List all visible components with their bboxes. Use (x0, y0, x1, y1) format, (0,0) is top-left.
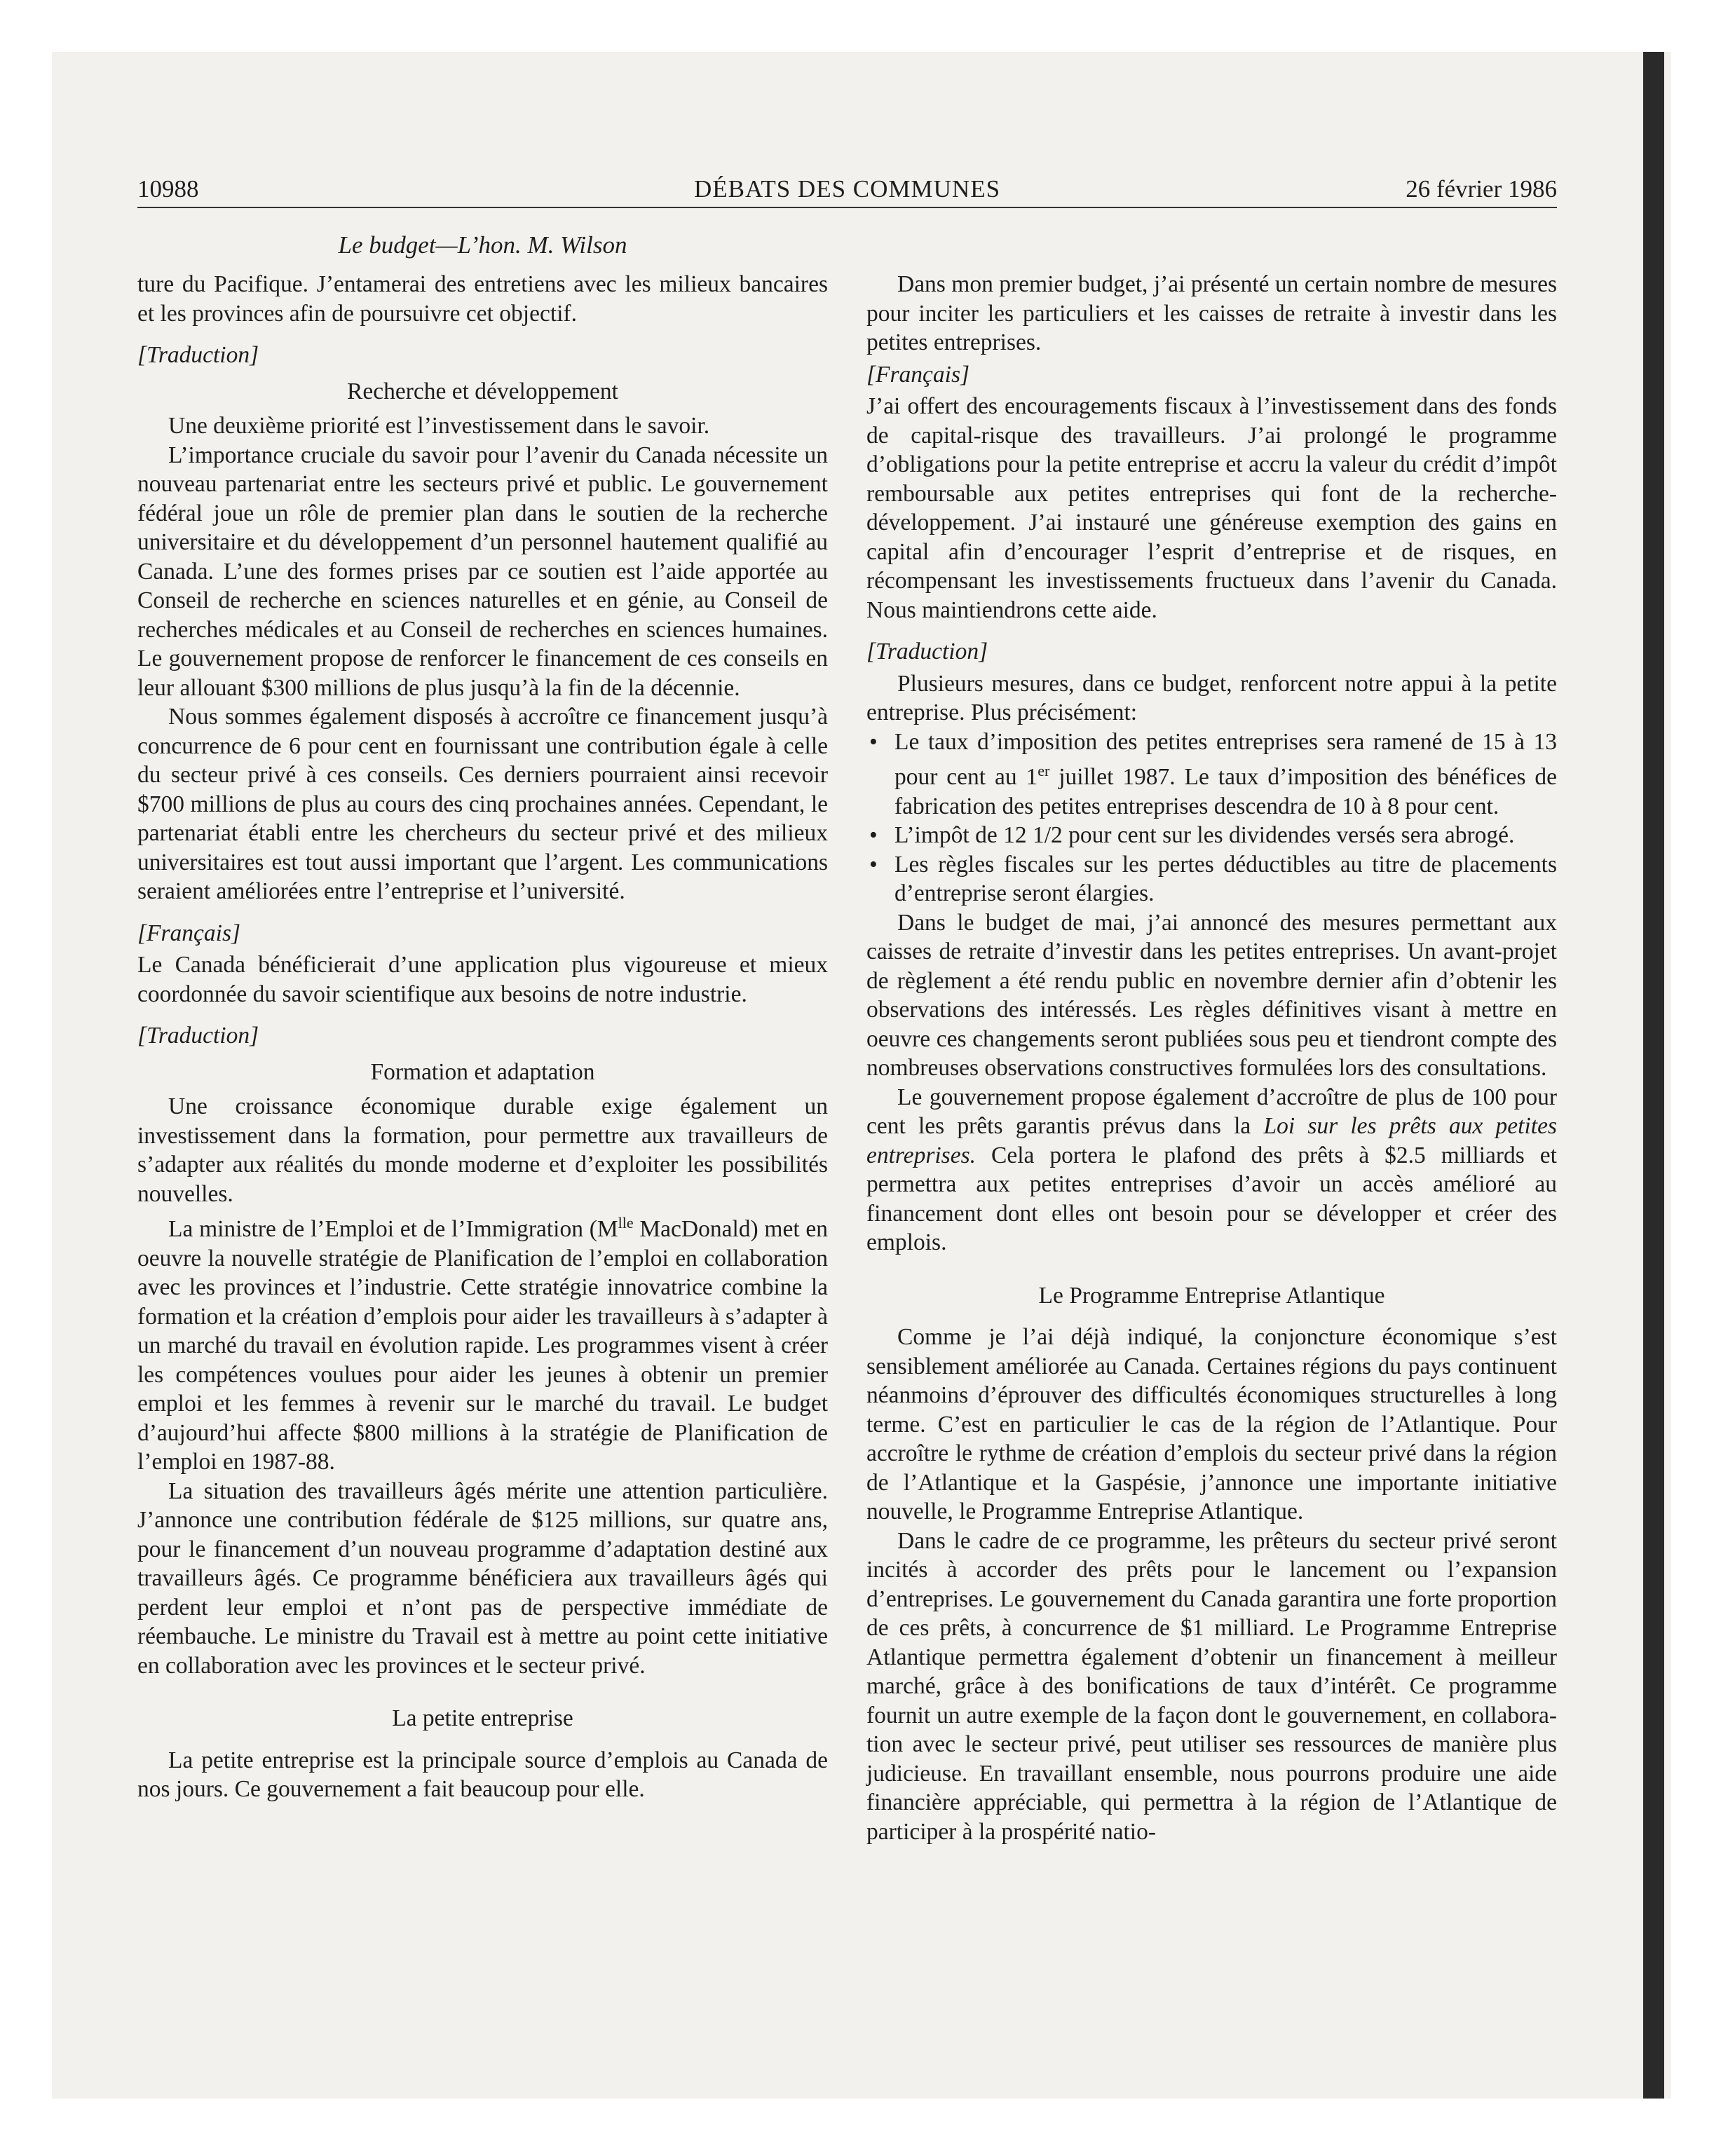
right-column (866, 270, 1557, 1846)
language-tag: [Traduction] (137, 342, 259, 368)
paragraph: Une deuxième priorité est l’investissement dans le savoir. (168, 413, 710, 439)
list-item: • L’impôt de 12 1/2 pour cent sur les dividendes versés sera abrogé. (866, 821, 1557, 850)
left-column (137, 270, 828, 1804)
paragraph: Plusieurs mesures, dans ce budget, renforcent notre appui à la petite entreprise. Plus précisément: (866, 670, 1557, 725)
page-number: 10988 (137, 175, 199, 203)
language-tag: [Français] (866, 361, 970, 388)
paragraph: J’ai offert des encouragements fiscaux à l’investissement dans des fonds de capital-risque des travailleurs. J’ai prolongé le programme d’obligations pour la petite entreprise et accru la valeur du crédit d’impôt remboursable aux petites entreprises qui font de la recherche-développement. J’ai instauré une généreuse exemption des gains en capital afin d’encourager l’esprit d’entreprise et de risques, en récompensant les investissements fructueux dans l’avenir du Canada. Nous maintiendrons cette aide. (866, 393, 1557, 623)
list-item: • Le taux d’imposition des petites entreprises sera ramené de 15 à 13 pour cent au 1er juillet 1987. Le taux d’imposition des bénéfices de fabrication des petites entreprises descendra de 10 à 8 pour cent. (866, 728, 1557, 821)
paragraph: Le Canada bénéficierait d’une application plus vigoureuse et mieux coordonnée du savoir scientifique aux besoins de notre industrie. (137, 952, 828, 1007)
page-header (137, 175, 1557, 214)
paragraph: Comme je l’ai déjà indiqué, la conjoncture économique s’est sensiblement améliorée au Canada. Certaines régions du pays continuent néanmoins d’éprouver des difficultés économiques structurelles à long terme. C’est en particulier le cas de la région de l’Atlantique. Pour accroître le rythme de création d’emplois du secteur privé dans la région de l’Atlantique et la Gaspésie, j’annonce une importante initiative nouvelle, le Programme Entreprise Atlantique. (866, 1324, 1557, 1525)
language-tag: [Traduction] (866, 639, 988, 664)
section-heading: Recherche et développement (347, 378, 618, 404)
paragraph: Le gouvernement propose également d’accroître de plus de 100 pour cent les prêts garantis prévus dans la Loi sur les prêts aux petites entreprises. Cela portera le plafond des prêts à $2.5 milliards et permettra aux petites entreprises d’avoir un accès amélioré au financement dont elles ont besoin pour se développer et créer des emplois. (866, 1084, 1557, 1256)
paragraph: L’importance cruciale du savoir pour l’avenir du Canada nécessite un nouveau partenariat entre les secteurs privé et public. Le gouvernement fédéral joue un rôle de premier plan dans le soutien de la recherche universitaire et du développement d’un personnel hautement qualifié au Canada. L’une des formes prises par ce soutien est l’aide apportée au Conseil de recherche en sciences naturelles et en génie, au Conseil de recherches médicales et au Conseil de recherches en sciences humaines. Le gouvernement propose de renforcer le financement de ces conseils en leur allouant $300 millions de plus jusqu’à la fin de la décennie. (137, 442, 828, 701)
journal-title: DÉBATS DES COMMUNES (693, 175, 1001, 203)
language-tag: [Traduction] (137, 1023, 259, 1049)
measures-list (866, 728, 1557, 908)
section-heading: La petite entreprise (392, 1705, 573, 1732)
paragraph: Dans le budget de mai, j’ai annoncé des mesures permettant aux caisses de retraite d’investir dans les petites entreprises. Un avant-projet de règlement a été rendu public en novembre dernier afin d’obtenir les observations des intéressés. Les règles définitives visant à mettre en oeuvre ces changements seront publiées sous peu et tiendront compte des nombreuses observations constructives formulées lors des consultations. (866, 909, 1557, 1082)
paragraph: La situation des travailleurs âgés mérite une attention particulière. J’annonce une contribution fédérale de $125 millions, sur quatre ans, pour le financement d’un nouveau programme d’adaptation destiné aux travailleurs âgés. Ce programme bénéficiera aux travailleurs âgés qui perdent leur emploi et n’ont pas de perspective immédiate de réembauche. Le ministre du Travail est à mettre au point cette initiative en collaboration avec les provinces et le secteur privé. (137, 1478, 828, 1679)
section-heading: Formation et adaptation (370, 1058, 595, 1085)
scan-edge-shadow (1643, 52, 1664, 2099)
paragraph: La petite entreprise est la principale source d’emplois au Canada de nos jours. Ce gouvernement a fait beaucoup pour elle. (137, 1747, 828, 1803)
issue-date: 26 février 1986 (1406, 175, 1557, 203)
language-tag: [Français] (137, 920, 241, 946)
section-heading: Le Programme Entreprise Atlantique (1038, 1282, 1385, 1309)
paragraph: La ministre de l’Emploi et de l’Immigration ($M^{lle}$ MacDonald) met en oeuvre la nouvelle stratégie de Planification de l’emploi en collaboration avec les provinces et l’industrie. Cette stratégie innovatrice combine la formation et la création d’emplois pour aider les travailleurs à s’adapter à un marché du travail en évolution rapide. Les programmes visent à créer les compétences voulues pour aider les jeunes à obtenir un premier emploi et les femmes à revenir sur le marché du travail. Le budget d’aujourd’hui affecte $800 millions à la stratégie de Planification de l’emploi en 1987-88. (137, 1214, 828, 1475)
paragraph: Dans le cadre de ce programme, les prêteurs du secteur privé seront incités à accorder des prêts pour le lancement ou l’expansion d’entreprises. Le gouvernement du Canada garantira une forte proportion de ces prêts, à concurrence de $1 milliard. Le Programme Entreprise Atlantique permettra également d’obtenir un financement à meilleur marché, grâce à des bonifications de taux d’intérêt. Ce programme fournit un autre exemple de la façon dont le gouvernement, en collaboration avec le secteur privé, peut utiliser ses ressources de manière plus judicieuse. En travaillant ensemble, nous pourrons produire une aide financière appréciable, qui permettra à la région de l’Atlantique de participer à la prospérité natio- (866, 1527, 1557, 1845)
running-head: Le budget—L’hon. M. Wilson (338, 231, 627, 259)
paragraph: ture du Pacifique. J’entamerai des entretiens avec les milieux bancaires et les provinces afin de poursuivre cet objectif. (137, 271, 828, 327)
list-item: • Les règles fiscales sur les pertes déductibles au titre de placements d’entreprise seront élargies. (866, 850, 1557, 908)
paragraph: Une croissance économique durable exige également un investissement dans la formation, pour permettre aux travailleurs de s’adapter aux réalités du monde moderne et d’exploiter les possibilités nouvelles. (137, 1093, 828, 1207)
paragraph: Dans mon premier budget, j’ai présenté un certain nombre de mesures pour inciter les particuliers et les caisses de retraite à investir dans les petites entreprises. (866, 271, 1557, 355)
header-rule (137, 207, 1557, 208)
paragraph: Nous sommes également disposés à accroître ce financement jusqu’à concurrence de 6 pour cent en fournissant une contribution égale à celle du secteur privé à ces conseils. Ces derniers pourraient ainsi recevoir $700 millions de plus au cours des cinq prochaines années. Cependant, le partenariat établi entre les chercheurs du secteur privé et des milieux universitaires est tout aussi important que l’argent. Les communications seraient améliorées entre l’entreprise et l’université. (137, 704, 828, 904)
